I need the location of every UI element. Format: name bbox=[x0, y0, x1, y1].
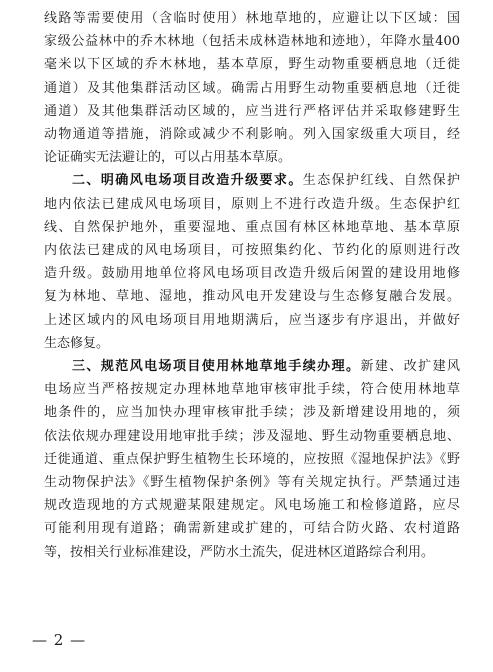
paragraph-2-line-4: 内依法已建成的风电场项目，可按照集约化、节约化的原则进行改 bbox=[44, 243, 460, 258]
paragraph-3-line-8: 可能利用现有道路；确需新建或扩建的，可结合防火路、农村道路 bbox=[44, 521, 460, 537]
paragraph-2-line-5: 造升级。鼓励用地单位将风电场项目改造升级后闲置的建设用地修 bbox=[44, 266, 460, 282]
paragraph-3-line-5: 迁徙通道、重点保护野生植物生长环境的，应按照《湿地保护法》《野 bbox=[44, 451, 460, 467]
paragraph-2-line-6: 复为林地、草地、湿地，推动风电开发建设与生态修复融合发展。 bbox=[44, 289, 460, 305]
section-heading-2: 二、明确风电场项目改造升级要求。 bbox=[72, 173, 303, 189]
page-number: — 2 — bbox=[32, 631, 87, 649]
paragraph-1-line-6: 动物通道等措施，消除或减少不利影响。列入国家级重大项目，经 bbox=[44, 127, 460, 142]
paragraph-3-line-2: 电场应当严格按规定办理林地草地审核审批手续，符合使用林地草 bbox=[44, 382, 460, 398]
paragraph-2-line-3: 线、自然保护地外，重要湿地、重点国有林区林地草地、基本草原 bbox=[44, 219, 460, 235]
paragraph-2-line-8: 生态修复。 bbox=[44, 335, 110, 351]
paragraph-2-line-7: 上述区域内的风电场项目用地期满后，应当逐步有序退出，并做好 bbox=[44, 312, 460, 328]
paragraph-3-line-1 bbox=[72, 357, 460, 377]
paragraph-1-line-1: 线路等需要使用（含临时使用）林地草地的，应避让以下区域：国 bbox=[44, 11, 460, 26]
paragraph-3-line-9: 等，按相关行业标准建设，严防水土流失，促进林区道路综合利用。 bbox=[44, 544, 435, 560]
paragraph-1-line-2: 家级公益林中的乔木林地（包括未成林造林地和迹地），年降水量400 bbox=[44, 34, 460, 50]
paragraph-2-line-1 bbox=[72, 171, 460, 191]
paragraph-2-line-2: 地内依法已建成风电场项目，原则上不进行改造升级。生态保护红 bbox=[44, 196, 460, 212]
paragraph-3-line-7: 规改造现地的方式规避某限建规定。风电场施工和检修道路，应尽 bbox=[44, 498, 460, 514]
paragraph-3-line-1-text: 新建、改扩建风 bbox=[360, 359, 460, 374]
section-heading-3: 三、规范风电场项目使用林地草地手续办理。 bbox=[72, 359, 361, 374]
paragraph-1-line-7: 论证确实无法避让的，可以占用基本草原。 bbox=[44, 150, 292, 166]
paragraph-2-line-1-text: 生态保护红线、自然保护 bbox=[302, 173, 460, 189]
paragraph-3-line-4: 依法依规办理建设用地审批手续；涉及湿地、野生动物重要栖息地、 bbox=[44, 428, 460, 444]
paragraph-1-line-5: 通道）及其他集群活动区域的，应当进行严格评估并采取修建野生 bbox=[44, 103, 460, 119]
paragraph-1-line-3: 毫米以下区域的乔木林地，基本草原，野生动物重要栖息地（迁徙 bbox=[44, 57, 460, 73]
paragraph-3-line-6: 生动物保护法》《野生植物保护条例》等有关规定执行。严禁通过违 bbox=[44, 475, 460, 490]
paragraph-1-line-4: 通道）及其他集群活动区域。确需占用野生动物重要栖息地（迁徙 bbox=[44, 80, 460, 96]
paragraph-3-line-3: 地条件的，应当加快办理审核审批手续；涉及新增建设用地的，须 bbox=[44, 405, 460, 421]
